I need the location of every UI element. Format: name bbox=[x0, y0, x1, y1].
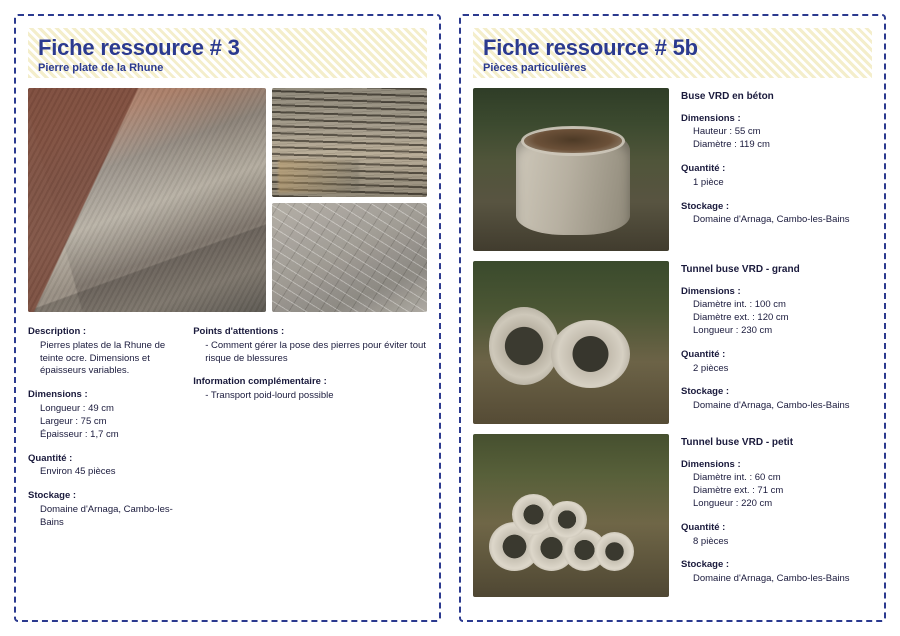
storage-value: Domaine d'Arnaga, Cambo-les-Bains bbox=[40, 503, 173, 528]
photo-stone-stack bbox=[272, 88, 427, 197]
list-item bbox=[473, 261, 872, 424]
pipe-shape bbox=[595, 532, 634, 571]
photo-concrete-ring-large bbox=[473, 88, 669, 251]
item-storage-value: Domaine d'Arnaga, Cambo-les-Bains bbox=[693, 400, 850, 412]
list-item bbox=[473, 88, 872, 251]
item-quantity-block bbox=[681, 163, 872, 190]
item-dimensions-line: Diamètre : 119 cm bbox=[693, 139, 770, 151]
resource-sheet-5b-card bbox=[459, 14, 886, 622]
item-quantity-value: 8 pièces bbox=[693, 535, 729, 547]
item-quantity-value: 1 pièce bbox=[693, 176, 724, 188]
item-dimensions-line: Diamètre int. : 100 cm bbox=[693, 299, 786, 311]
right-card-header bbox=[473, 28, 872, 78]
item-dimensions-title: Dimensions : bbox=[681, 112, 741, 124]
complementary-info-block bbox=[193, 376, 427, 403]
photo-tunnel-pipes-small bbox=[473, 434, 669, 597]
item-quantity-title: Quantité : bbox=[681, 521, 726, 533]
item-dimensions-block bbox=[681, 286, 872, 338]
item-dimensions-line: Longueur : 230 cm bbox=[693, 324, 773, 336]
storage-title: Stockage : bbox=[28, 490, 77, 502]
item-quantity-block bbox=[681, 349, 872, 376]
item-storage-block bbox=[681, 386, 872, 413]
item-info bbox=[681, 261, 872, 424]
left-card-title: Fiche ressource # 3 bbox=[38, 35, 240, 60]
resource-sheet-3-card bbox=[14, 14, 441, 622]
item-storage-title: Stockage : bbox=[681, 200, 730, 212]
right-card-title: Fiche ressource # 5b bbox=[483, 35, 698, 60]
item-dimensions-line: Diamètre ext. : 120 cm bbox=[693, 312, 789, 324]
dimensions-line: Épaisseur : 1,7 cm bbox=[40, 428, 119, 440]
quantity-title: Quantité : bbox=[28, 452, 73, 464]
description-title: Description : bbox=[28, 326, 87, 337]
pipe-shape bbox=[547, 501, 586, 538]
left-text-columns bbox=[28, 326, 427, 541]
item-dimensions-line: Diamètre ext. : 71 cm bbox=[693, 485, 784, 497]
item-title: Tunnel buse VRD - petit bbox=[681, 437, 794, 448]
item-quantity-block bbox=[681, 522, 872, 549]
list-item bbox=[473, 434, 872, 597]
left-card-header bbox=[28, 28, 427, 78]
left-card-subtitle: Pierre plate de la Rhune bbox=[38, 62, 164, 75]
item-storage-block bbox=[681, 201, 872, 228]
item-quantity-title: Quantité : bbox=[681, 348, 726, 360]
description-text: Pierres plates de la Rhune de teinte ocre. Dimensions et épaisseurs variables. bbox=[40, 339, 166, 377]
item-quantity-value: 2 pièces bbox=[693, 362, 729, 374]
quantity-value: Environ 45 pièces bbox=[40, 466, 116, 478]
storage-block bbox=[28, 490, 175, 529]
attention-points-title: Points d'attentions : bbox=[193, 326, 285, 337]
dimensions-block bbox=[28, 389, 175, 441]
item-quantity-title: Quantité : bbox=[681, 162, 726, 174]
quantity-block bbox=[28, 453, 175, 480]
complementary-info-title: Information complémentaire : bbox=[193, 376, 327, 388]
item-storage-block bbox=[681, 559, 872, 586]
dimensions-line: Longueur : 49 cm bbox=[40, 403, 114, 415]
left-text-column-primary bbox=[28, 326, 175, 541]
dimensions-line: Largeur : 75 cm bbox=[40, 415, 107, 427]
item-dimensions-line: Hauteur : 55 cm bbox=[693, 126, 761, 138]
complementary-info-text: - Transport poid-lourd possible bbox=[205, 390, 334, 402]
item-storage-value: Domaine d'Arnaga, Cambo-les-Bains bbox=[693, 573, 850, 585]
attention-points-block bbox=[193, 326, 427, 365]
description-block bbox=[28, 326, 175, 378]
item-dimensions-title: Dimensions : bbox=[681, 458, 741, 470]
item-info bbox=[681, 434, 872, 597]
left-photo-column bbox=[272, 88, 427, 312]
photo-stone-surface-texture bbox=[272, 203, 427, 312]
item-info bbox=[681, 88, 872, 251]
photo-tunnel-pipes-large bbox=[473, 261, 669, 424]
attention-points-text: - Comment gérer la pose des pierres pour éviter tout risque de blessures bbox=[205, 339, 426, 364]
item-dimensions-line: Longueur : 220 cm bbox=[693, 497, 773, 509]
item-title: Tunnel buse VRD - grand bbox=[681, 264, 800, 275]
left-photo-grid bbox=[28, 88, 427, 312]
item-dimensions-line: Diamètre int. : 60 cm bbox=[693, 472, 781, 484]
left-text-column-secondary bbox=[193, 326, 427, 541]
dimensions-title: Dimensions : bbox=[28, 389, 88, 401]
photo-stone-slabs-closeup bbox=[28, 88, 266, 312]
item-storage-title: Stockage : bbox=[681, 386, 730, 398]
item-storage-value: Domaine d'Arnaga, Cambo-les-Bains bbox=[693, 214, 850, 226]
item-dimensions-block bbox=[681, 113, 872, 152]
item-title: Buse VRD en béton bbox=[681, 91, 774, 102]
item-dimensions-title: Dimensions : bbox=[681, 285, 741, 297]
left-card-body bbox=[16, 78, 439, 553]
right-card-subtitle: Pièces particulières bbox=[483, 62, 587, 75]
item-storage-title: Stockage : bbox=[681, 559, 730, 571]
item-dimensions-block bbox=[681, 459, 872, 511]
right-card-body bbox=[461, 78, 884, 609]
